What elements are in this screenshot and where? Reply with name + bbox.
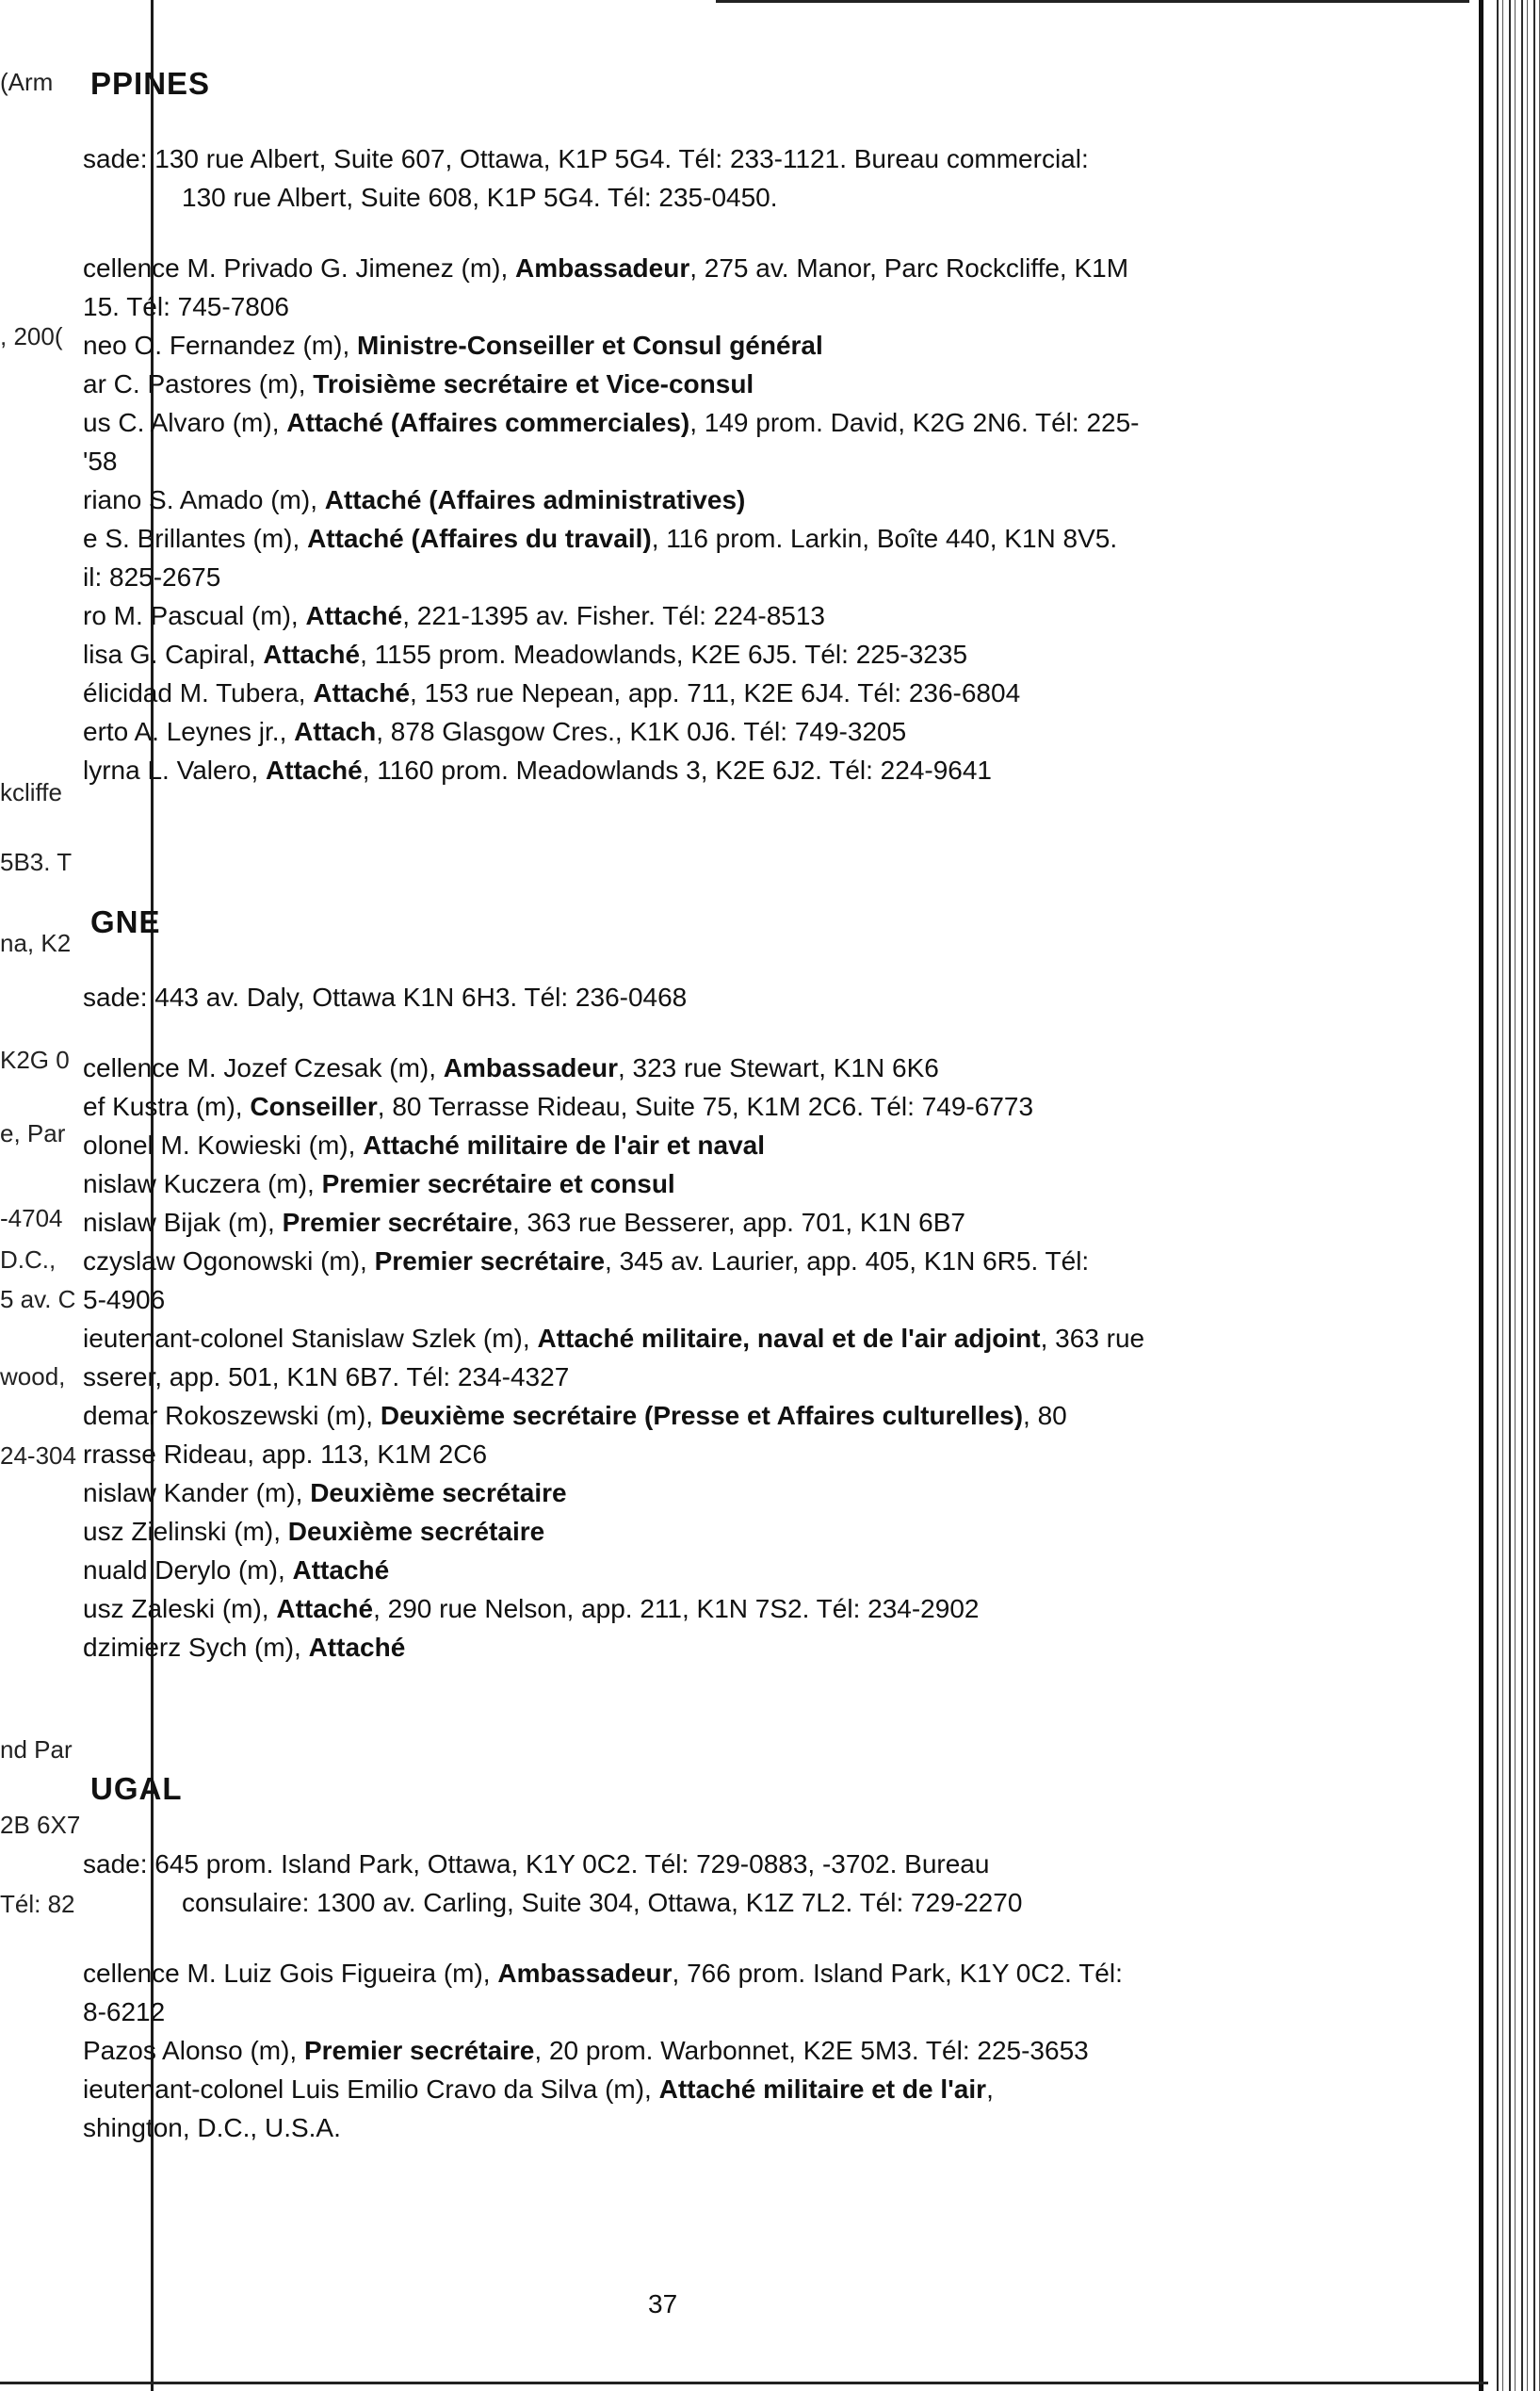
entry-text: 8-6212: [83, 1997, 166, 2026]
left-fragment: kcliffe: [0, 778, 62, 806]
entry-text: lisa G. Capiral,: [83, 640, 264, 669]
bottom-rule: [0, 2382, 1488, 2384]
entry-text: Pazos Alonso (m),: [83, 2036, 304, 2065]
directory-line: [83, 252, 1128, 285]
entry-text: olonel M. Kowieski (m),: [83, 1130, 364, 1160]
title-text: Attaché (Affaires du travail): [307, 524, 652, 553]
directory-line: [83, 1554, 389, 1586]
directory-line: [83, 2112, 341, 2144]
directory-line: [83, 1130, 765, 1162]
title-text: Attaché militaire et de l'air: [658, 2074, 987, 2104]
entry-text: ef Kustra (m),: [83, 1092, 251, 1121]
left-fragment: K2G 0: [0, 1046, 70, 1074]
title-text: Attaché: [263, 640, 361, 669]
directory-line: [182, 182, 778, 214]
directory-line: [83, 677, 1020, 709]
entry-text: dzimierz Sych (m),: [83, 1633, 309, 1662]
entry-text: ro M. Pascual (m),: [83, 601, 306, 630]
entry-text: , 363 rue: [1040, 1324, 1145, 1353]
entry-text: rrasse Rideau, app. 113, K1M 2C6: [83, 1439, 488, 1469]
title-text: Premier secrétaire: [282, 1208, 512, 1237]
section-heading: PPINES: [90, 66, 211, 101]
directory-line: [83, 1439, 487, 1471]
left-fragment: , 200(: [0, 322, 63, 350]
entry-text: , 363 rue Besserer, app. 701, K1N 6B7: [512, 1208, 965, 1237]
entry-text: sserer, app. 501, K1N 6B7. Tél: 234-4327: [83, 1362, 570, 1391]
directory-line: [83, 1168, 675, 1200]
entry-text: demar Rokoszewski (m),: [83, 1401, 381, 1430]
left-fragment: -4704: [0, 1204, 63, 1232]
directory-line: [83, 716, 906, 748]
left-fragment: na, K2: [0, 929, 72, 957]
entry-text: ieutenant-colonel Luis Emilio Cravo da Silva (m),: [83, 2074, 659, 2104]
directory-line: [83, 1052, 939, 1084]
directory-line: [83, 1848, 989, 1880]
title-text: Attaché: [308, 1633, 406, 1662]
left-fragment: wood,: [0, 1362, 66, 1391]
directory-line: [83, 639, 967, 671]
title-text: Troisième secrétaire et Vice-consul: [313, 369, 754, 398]
entry-text: , 1155 prom. Meadowlands, K2E 6J5. Tél: 225-3235: [360, 640, 968, 669]
directory-line: [83, 1207, 965, 1239]
directory-line: [83, 291, 289, 323]
directory-line: [83, 1091, 1033, 1123]
title-text: Ambassadeur: [443, 1053, 618, 1082]
left-fragment: 5 av. C: [0, 1285, 76, 1313]
entry-text: nuald Derylo (m),: [83, 1555, 293, 1585]
directory-line: [83, 600, 825, 632]
directory-line: [83, 1593, 979, 1625]
title-text: Premier secrétaire: [303, 2036, 535, 2065]
directory-line: [182, 1887, 1022, 1919]
left-fragment: D.C.,: [0, 1245, 57, 1274]
entry-text: , 766 prom. Island Park, K1Y 0C2. Tél:: [672, 1959, 1123, 1988]
entry-text: ,: [986, 2074, 994, 2104]
left-fragment: e, Par: [0, 1119, 66, 1147]
entry-text: us C. Alvaro (m),: [83, 408, 287, 437]
entry-text: , 290 rue Nelson, app. 211, K1N 7S2. Tél: 234-2902: [373, 1594, 980, 1623]
directory-line: [83, 1996, 165, 2028]
entry-text: erto A. Leynes jr.,: [83, 717, 295, 746]
left-fragment: 2B 6X7: [0, 1811, 81, 1839]
entry-text: 130 rue Albert, Suite 608, K1P 5G4. Tél: 235-0450.: [182, 183, 778, 212]
entry-text: '58: [83, 447, 118, 476]
entry-text: shington, D.C., U.S.A.: [83, 2113, 341, 2142]
entry-text: , 116 prom. Larkin, Boîte 440, K1N 8V5.: [651, 524, 1118, 553]
entry-text: , 323 rue Stewart, K1N 6K6: [617, 1053, 939, 1082]
entry-text: e S. Brillantes (m),: [83, 524, 308, 553]
title-text: Premier secrétaire: [374, 1246, 606, 1276]
entry-text: , 221-1395 av. Fisher. Tél: 224-8513: [402, 601, 825, 630]
title-text: Conseiller: [250, 1092, 378, 1121]
title-text: Deuxième secrétaire: [287, 1517, 545, 1546]
directory-line: [83, 484, 745, 516]
entry-text: élicidad M. Tubera,: [83, 678, 314, 708]
top-rule: [716, 0, 1469, 3]
entry-text: usz Zielinski (m),: [83, 1517, 288, 1546]
title-text: Attach: [294, 717, 377, 746]
directory-line: [83, 1958, 1123, 1990]
title-text: Ministre-Conseiller et Consul général: [357, 331, 823, 360]
title-text: Attaché: [305, 601, 403, 630]
directory-line: [83, 1632, 405, 1664]
entry-text: 5-4906: [83, 1285, 166, 1314]
directory-line: [83, 446, 118, 478]
directory-line: [83, 1477, 567, 1509]
page-number: 37: [648, 2289, 678, 2318]
title-text: Ambassadeur: [515, 253, 690, 283]
directory-line: [83, 561, 220, 594]
directory-line: [83, 1245, 1089, 1277]
title-text: Attaché: [292, 1555, 390, 1585]
directory-line: [83, 407, 1140, 439]
entry-text: riano S. Amado (m),: [83, 485, 325, 514]
entry-text: , 345 av. Laurier, app. 405, K1N 6R5. Tél:: [605, 1246, 1090, 1276]
directory-line: [83, 2035, 1089, 2067]
entry-text: sade: 130 rue Albert, Suite 607, Ottawa, K1P 5G4. Tél: 233-1121. Bureau commercial:: [83, 144, 1089, 173]
title-text: Premier secrétaire et consul: [321, 1169, 675, 1198]
entry-text: lyrna L. Valero,: [83, 756, 267, 785]
directory-line: [83, 2074, 994, 2106]
directory-line: [83, 1284, 165, 1316]
entry-text: cellence M. Luiz Gois Figueira (m),: [83, 1959, 498, 1988]
entry-text: sade: 443 av. Daly, Ottawa K1N 6H3. Tél: 236-0468: [83, 983, 688, 1012]
entry-text: , 275 av. Manor, Parc Rockcliffe, K1M: [689, 253, 1129, 283]
entry-text: czyslaw Ogonowski (m),: [83, 1246, 375, 1276]
title-text: Attaché: [266, 756, 363, 785]
entry-text: , 1160 prom. Meadowlands 3, K2E 6J2. Tél: 224-9641: [362, 756, 993, 785]
section-heading: UGAL: [90, 1771, 183, 1806]
entry-text: , 80 Terrasse Rideau, Suite 75, K1M 2C6. Tél: 749-6773: [377, 1092, 1034, 1121]
title-text: Deuxième secrétaire: [310, 1478, 567, 1507]
left-fragment: 5B3. T: [0, 848, 73, 876]
entry-text: , 80: [1023, 1401, 1067, 1430]
entry-text: sade: 645 prom. Island Park, Ottawa, K1Y 0C2. Tél: 729-0883, -3702. Bureau: [83, 1849, 990, 1879]
entry-text: il: 825-2675: [83, 562, 221, 592]
title-text: Attaché militaire de l'air et naval: [363, 1130, 766, 1160]
entry-text: , 153 rue Nepean, app. 711, K2E 6J4. Tél: 236-6804: [410, 678, 1021, 708]
entry-text: , 20 prom. Warbonnet, K2E 5M3. Tél: 225-3653: [534, 2036, 1089, 2065]
directory-line: [83, 982, 687, 1014]
entry-text: ar C. Pastores (m),: [83, 369, 314, 398]
title-text: Attaché militaire, naval et de l'air adjoint: [537, 1324, 1041, 1353]
directory-line: [83, 1323, 1144, 1355]
directory-line: [83, 523, 1117, 555]
directory-line: [83, 143, 1089, 175]
directory-line: [83, 1400, 1067, 1432]
title-text: Ambassadeur: [497, 1959, 673, 1988]
title-text: Deuxième secrétaire (Presse et Affaires culturelles): [380, 1401, 1024, 1430]
entry-text: cellence M. Privado G. Jimenez (m),: [83, 253, 516, 283]
entry-text: , 149 prom. David, K2G 2N6. Tél: 225-: [689, 408, 1140, 437]
section-heading: GNE: [90, 904, 161, 939]
title-text: Attaché: [276, 1594, 374, 1623]
entry-text: nislaw Bijak (m),: [83, 1208, 283, 1237]
entry-text: 15. Tél: 745-7806: [83, 292, 289, 321]
entry-text: nislaw Kuczera (m),: [83, 1169, 322, 1198]
title-text: Attaché (Affaires administratives): [324, 485, 746, 514]
entry-text: , 878 Glasgow Cres., K1K 0J6. Tél: 749-3205: [376, 717, 907, 746]
right-edge-scan-noise: [1491, 0, 1540, 2391]
right-edge-bar: [1479, 0, 1483, 2391]
directory-line: [83, 330, 823, 362]
directory-line: [83, 368, 754, 400]
directory-line: [83, 755, 992, 787]
left-fragment: (Arm: [0, 68, 54, 96]
left-fragment: 24-304: [0, 1441, 76, 1470]
entry-text: ieutenant-colonel Stanislaw Szlek (m),: [83, 1324, 538, 1353]
entry-text: nislaw Kander (m),: [83, 1478, 311, 1507]
entry-text: consulaire: 1300 av. Carling, Suite 304, Ottawa, K1Z 7L2. Tél: 729-2270: [182, 1888, 1023, 1917]
title-text: Attaché: [313, 678, 411, 708]
entry-text: usz Zaleski (m),: [83, 1594, 277, 1623]
left-fragment: Tél: 82: [0, 1890, 75, 1918]
title-text: Attaché (Affaires commerciales): [286, 408, 690, 437]
directory-line: [83, 1361, 569, 1393]
entry-text: neo O. Fernandez (m),: [83, 331, 358, 360]
entry-text: cellence M. Jozef Czesak (m),: [83, 1053, 444, 1082]
directory-line: [83, 1516, 544, 1548]
left-fragment: nd Par: [0, 1735, 73, 1764]
